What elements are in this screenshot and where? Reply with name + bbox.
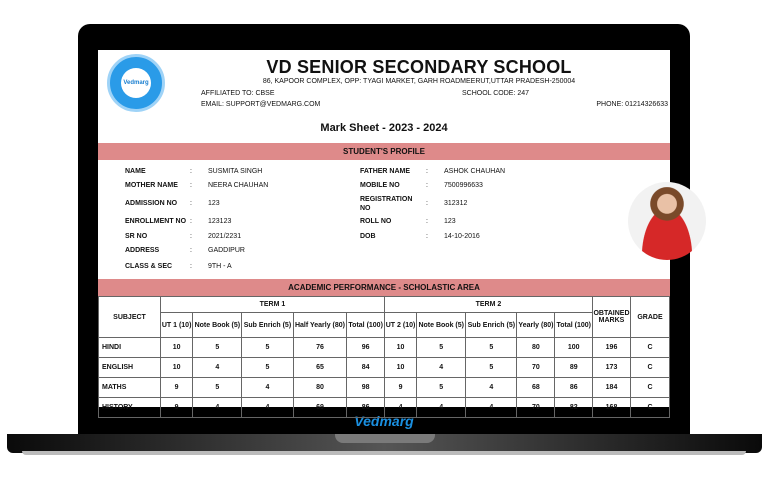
colon: : [190,200,192,207]
mark-cell: 76 [293,338,347,358]
mark-cell: 86 [347,398,384,418]
column-header: UT 1 (10) [161,313,193,338]
term1-header: TERM 1 [161,297,385,313]
mark-cell: 10 [161,338,193,358]
school-logo: Vedmarg [107,54,165,112]
column-header: Sub Enrich (5) [466,313,517,338]
mark-cell: 5 [466,358,517,378]
column-header: Note Book (5) [417,313,466,338]
mark-cell: 10 [384,358,416,378]
mark-cell: 96 [347,338,384,358]
profile-value: SUSMITA SINGH [208,168,263,175]
profile-value: GADDIPUR [208,247,245,254]
column-header: Half Yearly (80) [293,313,347,338]
colon: : [190,218,192,225]
subject-header: SUBJECT [99,297,161,338]
obtained-header: OBTAINED MARKS [593,297,631,338]
mark-cell: 5 [242,338,293,358]
profile-value: 9TH - A [208,263,232,270]
colon: : [426,218,428,225]
profile-label: ENROLLMENT NO [125,218,187,225]
column-header: Yearly (80) [517,313,555,338]
profile-label: SR NO [125,233,148,240]
mark-cell: 5 [417,378,466,398]
table-row [99,378,670,398]
mark-cell: 89 [555,358,593,378]
profile-label: MOBILE NO [360,182,400,189]
colon: : [190,182,192,189]
term2-header: TERM 2 [384,297,592,313]
mark-cell: 5 [193,338,242,358]
table-row [99,398,670,418]
mark-cell: 70 [517,398,555,418]
mark-cell: 5 [466,338,517,358]
profile-label: ADMISSION NO [125,200,178,207]
subject-cell: HINDI [99,338,161,358]
profile-label: MOTHER NAME [125,182,178,189]
profile-value: NEERA CHAUHAN [208,182,269,189]
colon: : [190,168,192,175]
colon: : [426,182,428,189]
colon: : [190,263,192,270]
profile-value: 312312 [444,200,468,207]
affiliation: AFFILIATED TO: CBSE [201,90,275,97]
column-header: Total (100) [555,313,593,338]
mark-cell: 10 [384,338,416,358]
profile-value: ASHOK CHAUHAN [444,168,506,175]
colon: : [426,233,428,240]
mark-cell: 5 [193,378,242,398]
profile-value: 123 [208,200,220,207]
subject-cell: HISTORY [99,398,161,418]
mark-cell: 4 [242,398,293,418]
mark-cell: 9 [161,378,193,398]
school-address: 86, KAPOOR COMPLEX, OPP: TYAGI MARKET, GARH ROADMEERUT,UTTAR PRADESH-250004 [262,78,576,85]
student-photo [628,182,706,260]
colon: : [426,200,428,207]
mark-sheet-screen [98,50,670,411]
profile-label: FATHER NAME [360,168,411,175]
mark-cell: 82 [555,398,593,418]
column-header: Note Book (5) [193,313,242,338]
profile-value: 123 [444,218,456,225]
school-phone: PHONE: 01214326633 [596,101,668,108]
profile-label: DOB [360,233,376,240]
profile-label: REGISTRATION NO [360,196,413,212]
mark-cell: 4 [193,398,242,418]
colon: : [190,233,192,240]
school-email: EMAIL: SUPPORT@VEDMARG.COM [201,101,321,108]
mark-cell: 9 [161,398,193,418]
mark-cell: 86 [555,378,593,398]
mark-cell: 173 [593,358,631,378]
profile-value: 123123 [208,218,232,225]
mark-cell: 9 [384,378,416,398]
laptop-brand-logo: Vedmarg [354,413,414,429]
mark-cell: 98 [347,378,384,398]
school-code: SCHOOL CODE: 247 [462,90,530,97]
subject-cell: MATHS [99,378,161,398]
marks-table [98,296,670,418]
mark-cell: 4 [417,358,466,378]
grade-header: GRADE [631,297,670,338]
mark-cell: 5 [242,358,293,378]
mark-cell: 84 [347,358,384,378]
table-row [99,338,670,358]
mark-cell: 68 [517,378,555,398]
mark-cell: 168 [593,398,631,418]
profile-value: 2021/2231 [208,233,242,240]
profile-label: CLASS & SEC [125,263,173,270]
table-row [99,358,670,378]
mark-cell: 4 [417,398,466,418]
colon: : [190,247,192,254]
mark-cell: C [631,378,670,398]
mark-cell: 5 [417,338,466,358]
mark-cell: 196 [593,338,631,358]
academic-band: ACADEMIC PERFORMANCE - SCHOLASTIC AREA [98,279,670,296]
subject-cell: ENGLISH [99,358,161,378]
laptop-notch [335,434,435,443]
mark-cell: 4 [384,398,416,418]
profile-label: ROLL NO [360,218,392,225]
mark-cell: 100 [555,338,593,358]
mark-cell: C [631,338,670,358]
mark-cell: 10 [161,358,193,378]
profile-label: NAME [125,168,146,175]
mark-cell: 69 [293,398,347,418]
mark-cell: 184 [593,378,631,398]
mark-cell: 4 [193,358,242,378]
column-header: Total (100) [347,313,384,338]
colon: : [426,168,428,175]
mark-cell: 65 [293,358,347,378]
mark-cell: 4 [242,378,293,398]
mark-cell: 4 [466,398,517,418]
mark-cell: 4 [466,378,517,398]
profile-band: STUDENT'S PROFILE [98,143,670,160]
sheet-title: Mark Sheet - 2023 - 2024 [320,122,448,134]
mark-cell: 70 [517,358,555,378]
mark-cell: 80 [293,378,347,398]
mark-cell: C [631,398,670,418]
profile-value: 14-10-2016 [444,233,480,240]
mark-cell: C [631,358,670,378]
profile-label: ADDRESS [125,247,160,254]
column-header: UT 2 (10) [384,313,416,338]
school-name: VD SENIOR SECONDARY SCHOOL [266,57,572,77]
profile-value: 7500996633 [444,182,483,189]
column-header: Sub Enrich (5) [242,313,293,338]
mark-cell: 80 [517,338,555,358]
laptop-base-shadow [22,451,746,455]
